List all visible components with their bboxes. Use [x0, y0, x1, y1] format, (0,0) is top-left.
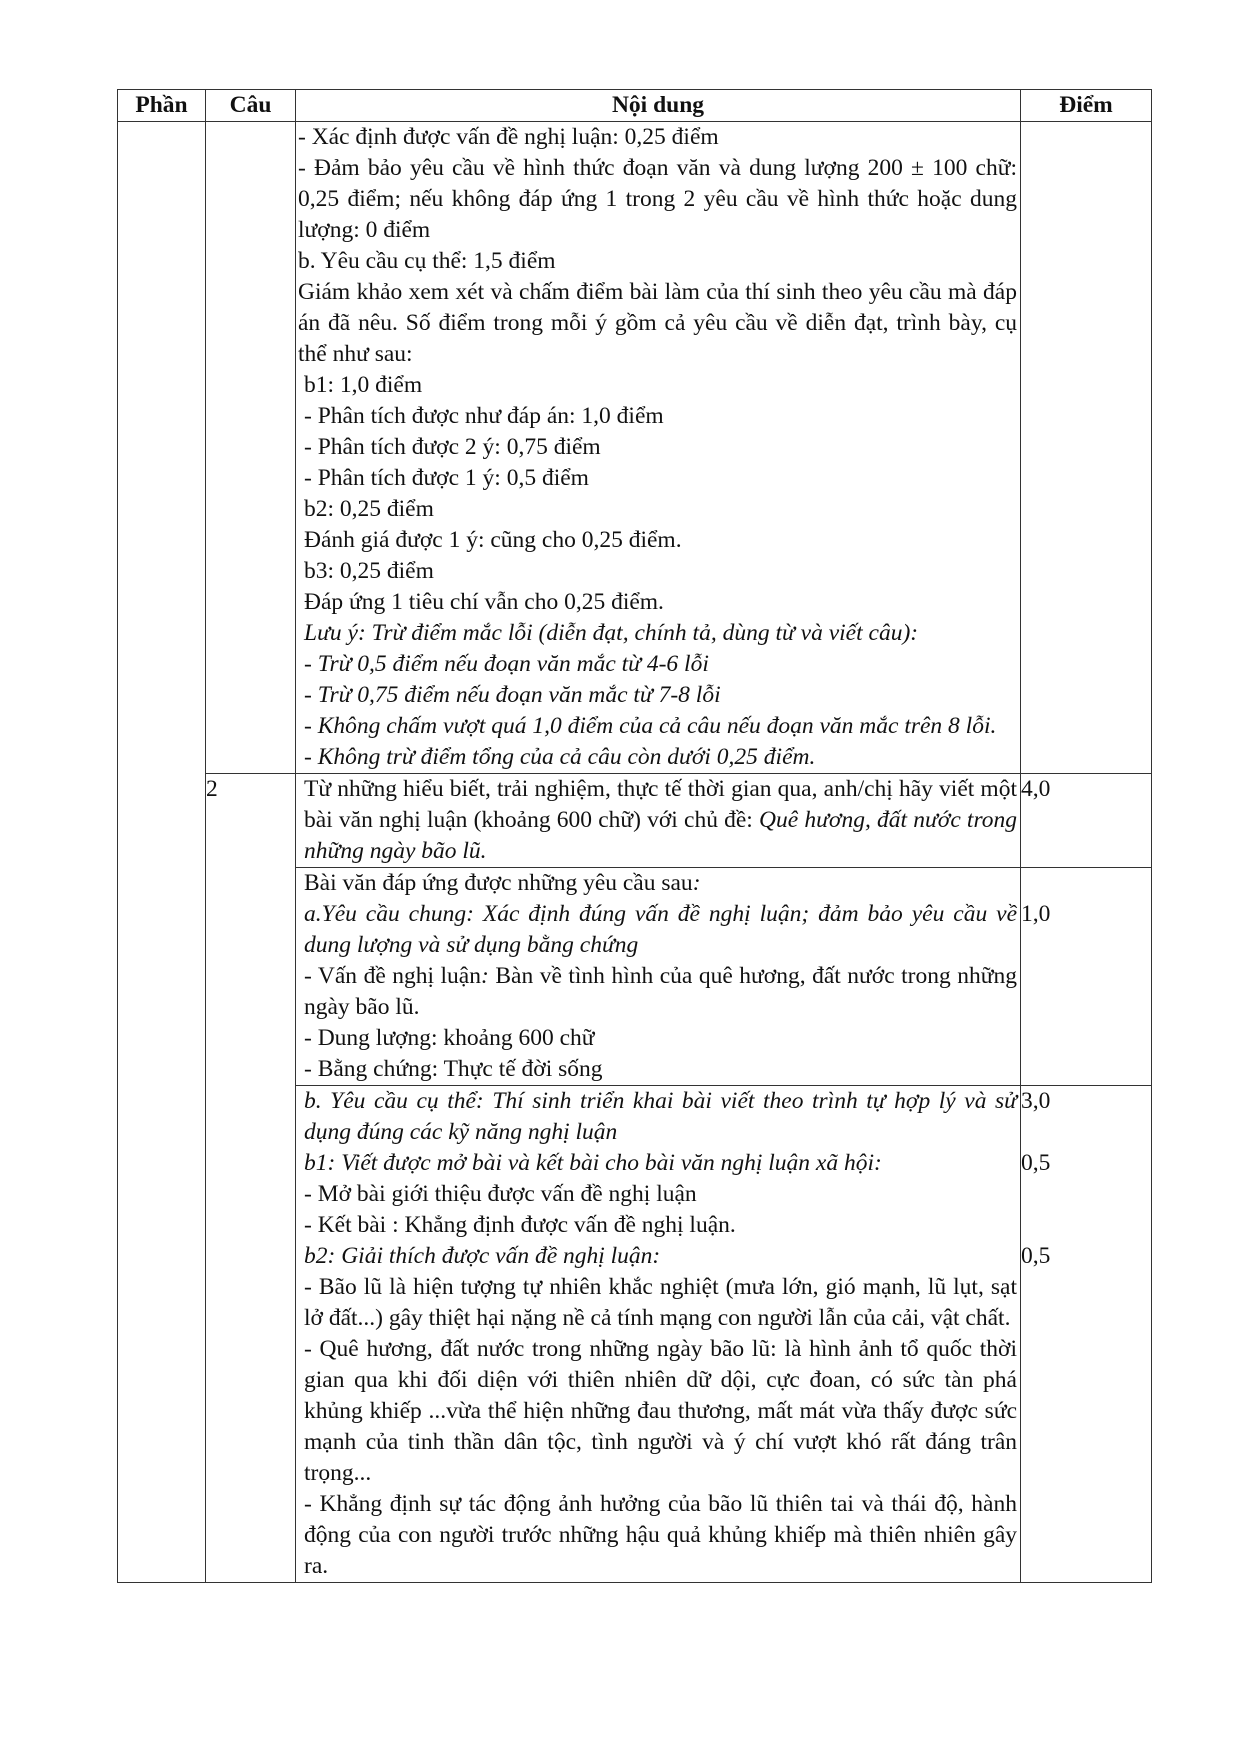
text-line: - Phân tích được 2 ý: 0,75 điểm	[304, 434, 601, 460]
header-noi-dung: Nội dung	[296, 90, 1021, 122]
b2-point: - Quê hương, đất nước trong những ngày bão lũ: là hình ảnh tổ quốc thời gian qua khi đối diện với thiên nhiên dữ dội, cực đoan, có sức tàn phá khủng khiếp ...vừa thể hiện những đau thương, mất mát vừa thấy được sức mạnh của tinh thần dân tộc, tình người và ý chí vượt khó rất đáng trân trọng...	[304, 1336, 1017, 1486]
score-cell-row1	[1021, 122, 1152, 774]
cau-cell: 2	[206, 774, 296, 1583]
score-b1: 0,5	[1021, 1150, 1051, 1176]
text-line: b2: 0,25 điểm	[304, 496, 434, 522]
note-line: - Trừ 0,75 điểm nếu đoạn văn mắc từ 7-8 lỗi	[304, 682, 721, 708]
b2-point: - Khẳng định sự tác động ảnh hưởng của bão lũ thiên tai và thái độ, hành động của con người trước những hậu quả khủng khiếp mà thiên nhiên gây ra.	[304, 1491, 1017, 1579]
answer-key-table	[117, 89, 1152, 1583]
score-general: 1,0	[1021, 901, 1051, 927]
general-requirement-heading: a.Yêu cầu chung: Xác định đúng vấn đề nghị luận; đảm bảo yêu cầu về dung lượng và sử dụng bằng chứng	[304, 901, 1017, 958]
intro-text: Bài văn đáp ứng được những yêu cầu sau	[304, 870, 693, 896]
text-line: b1: 1,0 điểm	[304, 372, 423, 398]
b1-heading: b1: Viết được mở bài và kết bài cho bài văn nghị luận xã hội:	[304, 1150, 882, 1176]
table-row	[118, 122, 1152, 774]
note-line: Lưu ý: Trừ điểm mắc lỗi (diễn đạt, chính tả, dùng từ và viết câu):	[304, 620, 919, 646]
header-phan: Phần	[118, 90, 206, 122]
prompt-text: Từ những hiểu biết, trải nghiệm, thực tế thời gian qua, anh/chị hãy viết một bài văn nghị luận (khoảng 600 chữ) với chủ đề:	[304, 776, 1017, 833]
issue-label: - Vấn đề nghị luận	[304, 963, 481, 989]
content-cell-row2	[296, 774, 1021, 868]
content-cell-row1	[296, 122, 1021, 774]
text-line: Đáp ứng 1 tiêu chí vẫn cho 0,25 điểm.	[304, 589, 664, 615]
cau-cell-empty	[206, 122, 296, 774]
specific-requirement-heading: b. Yêu cầu cụ thể: Thí sinh triển khai bài viết theo trình tự hợp lý và sử dụng đúng các kỹ năng nghị luận	[304, 1088, 1017, 1145]
b2-point: - Bão lũ là hiện tượng tự nhiên khắc nghiệt (mưa lớn, gió mạnh, lũ lụt, sạt lở đất...) gây thiệt hại nặng nề cả tính mạng con người lẫn của cải, vật chất.	[304, 1274, 1017, 1331]
text-line: - Phân tích được như đáp án: 1,0 điểm	[304, 403, 664, 429]
text-line: b. Yêu cầu cụ thể: 1,5 điểm	[298, 248, 556, 274]
intro-colon: :	[692, 870, 701, 896]
header-cau: Câu	[206, 90, 296, 122]
table-row	[118, 774, 1152, 868]
text-line: b3: 0,25 điểm	[304, 558, 434, 584]
score-b2: 0,5	[1021, 1243, 1051, 1269]
text-line: Đánh giá được 1 ý: cũng cho 0,25 điểm.	[304, 527, 682, 553]
score-specific-total: 3,0	[1021, 1088, 1051, 1114]
text-line: Giám khảo xem xét và chấm điểm bài làm của thí sinh theo yêu cầu mà đáp án đã nêu. Số điểm trong mỗi ý gồm cả yêu cầu về diễn đạt, trình bày, cụ thể như sau:	[298, 279, 1017, 367]
prompt-topic: Quê hương, đất nước trong những ngày bão lũ.	[304, 807, 1017, 864]
b1-close-line: - Kết bài : Khẳng định được vấn đề nghị luận.	[304, 1212, 736, 1238]
text-line: - Phân tích được 1 ý: 0,5 điểm	[304, 465, 589, 491]
issue-colon: :	[481, 963, 489, 989]
b1-open-line: - Mở bài giới thiệu được vấn đề nghị luận	[304, 1181, 697, 1207]
issue-text: Bàn về tình hình của quê hương, đất nước trong những ngày bão lũ.	[304, 963, 1017, 1020]
evidence-line: - Bằng chứng: Thực tế đời sống	[304, 1056, 603, 1082]
length-line: - Dung lượng: khoảng 600 chữ	[304, 1025, 595, 1051]
text-line: - Xác định được vấn đề nghị luận: 0,25 điểm	[298, 124, 719, 150]
content-cell-row3	[296, 868, 1021, 1086]
note-line: - Không chấm vượt quá 1,0 điểm của cả câu nếu đoạn văn mắc trên 8 lỗi.	[304, 713, 997, 739]
header-diem: Điểm	[1021, 90, 1152, 122]
note-line: - Trừ 0,5 điểm nếu đoạn văn mắc từ 4-6 lỗi	[304, 651, 709, 677]
content-cell-row4	[296, 1086, 1021, 1583]
header-row	[118, 90, 1152, 122]
note-line: - Không trừ điểm tổng của cả câu còn dưới 0,25 điểm.	[304, 744, 816, 770]
b2-heading: b2: Giải thích được vấn đề nghị luận:	[304, 1243, 661, 1269]
score-cell-row2: 4,0	[1021, 774, 1152, 868]
score-cell-row4	[1021, 1086, 1152, 1583]
phan-cell	[118, 122, 206, 1583]
score-cell-row3	[1021, 868, 1152, 1086]
text-line: - Đảm bảo yêu cầu về hình thức đoạn văn và dung lượng 200 ± 100 chữ: 0,25 điểm; nếu không đáp ứng 1 trong 2 yêu cầu về hình thức hoặc dung lượng: 0 điểm	[298, 155, 1017, 243]
